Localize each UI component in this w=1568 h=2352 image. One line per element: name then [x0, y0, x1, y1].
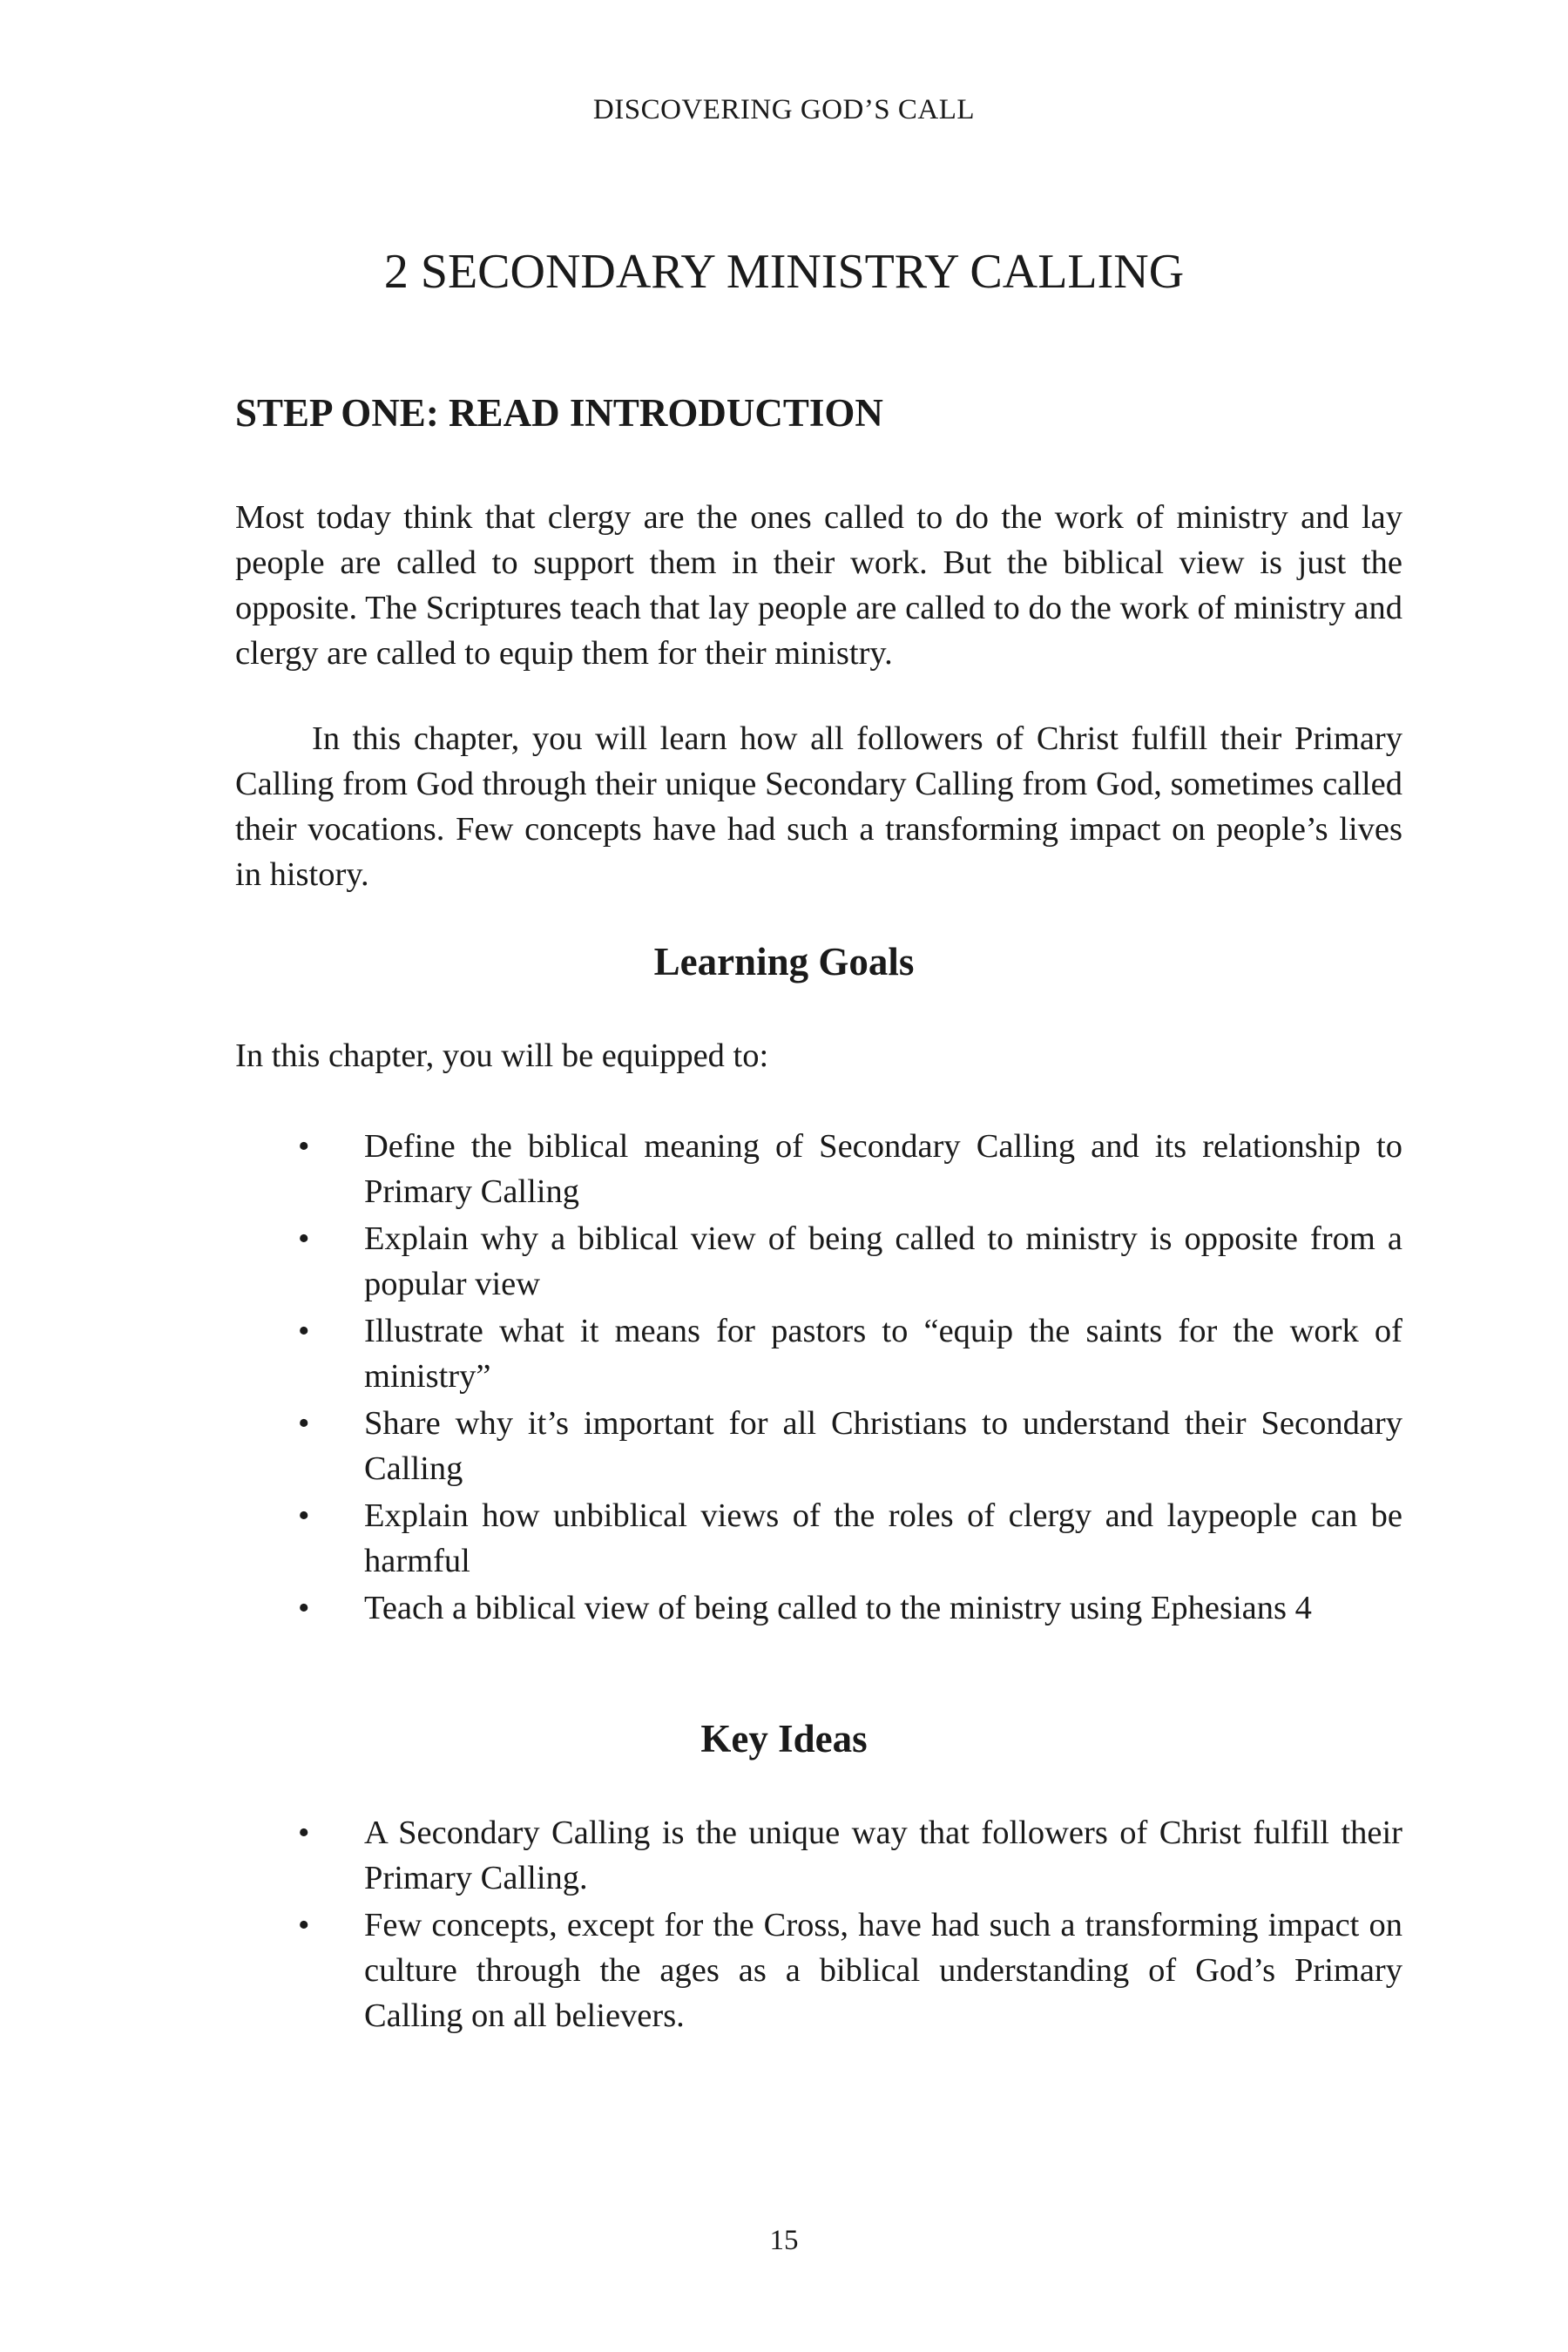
- list-item: [235, 1124, 1402, 1214]
- list-item: [235, 1401, 1402, 1491]
- list-item-text: Illustrate what it means for pastors to “equip the saints for the work of ministry”: [364, 1313, 1402, 1395]
- page-number: 15: [769, 2225, 799, 2256]
- list-item-text: Few concepts, except for the Cross, have had such a transforming impact on culture through the ages as a biblical understanding of God’s Primary Calling on all believers.: [364, 1907, 1402, 2034]
- intro-paragraph-1: Most today think that clergy are the ones called to do the work of ministry and lay people are called to support them in their work. But the biblical view is just the opposite. The Scriptures teach that lay people are called to do the work of ministry and clergy are called to equip them for their ministry.: [235, 499, 1402, 672]
- list-item: [235, 1216, 1402, 1307]
- chapter-title: 2 SECONDARY MINISTRY CALLING: [383, 245, 1185, 299]
- list-item-text: Define the biblical meaning of Secondary Calling and its relationship to Primary Calling: [364, 1128, 1402, 1210]
- key-ideas-heading: Key Ideas: [700, 1717, 868, 1761]
- bullet-icon: •: [298, 1313, 310, 1349]
- intro-paragraph-2: In this chapter, you will learn how all followers of Christ fulfill their Primary Calling from God through their unique Secondary Calling from God, sometimes called their vocations. Few concepts have had such a transforming impact on people’s lives in history.: [235, 720, 1402, 893]
- bullet-icon: •: [298, 1497, 310, 1534]
- bullet-icon: •: [298, 1128, 310, 1165]
- bullet-icon: •: [298, 1220, 310, 1257]
- bullet-icon: •: [298, 1590, 310, 1626]
- list-item-text: A Secondary Calling is the unique way that followers of Christ fulfill their Primary Calling.: [364, 1815, 1402, 1896]
- list-item-text: Explain why a biblical view of being called to ministry is opposite from a popular view: [364, 1220, 1402, 1302]
- list-item-text: Share why it’s important for all Christians to understand their Secondary Calling: [364, 1405, 1402, 1487]
- list-item-text: Explain how unbiblical views of the roles of clergy and laypeople can be harmful: [364, 1497, 1402, 1579]
- list-item: [235, 1308, 1402, 1399]
- list-item: [235, 1493, 1402, 1584]
- list-item: [235, 1810, 1402, 1901]
- list-item: [235, 1585, 1402, 1631]
- bullet-icon: •: [298, 1815, 310, 1851]
- learning-goals-list: [235, 1124, 1402, 1632]
- bullet-icon: •: [298, 1907, 310, 1943]
- learning-goals-intro: In this chapter, you will be equipped to:: [235, 1037, 769, 1074]
- learning-goals-heading: Learning Goals: [653, 940, 915, 983]
- key-ideas-list: [235, 1810, 1402, 2040]
- bullet-icon: •: [298, 1405, 310, 1442]
- running-header: DISCOVERING GOD’S CALL: [592, 94, 976, 125]
- list-item: [235, 1903, 1402, 2038]
- list-item-text: Teach a biblical view of being called to the ministry using Ephesians 4: [364, 1590, 1312, 1626]
- step-heading: STEP ONE: READ INTRODUCTION: [235, 391, 883, 435]
